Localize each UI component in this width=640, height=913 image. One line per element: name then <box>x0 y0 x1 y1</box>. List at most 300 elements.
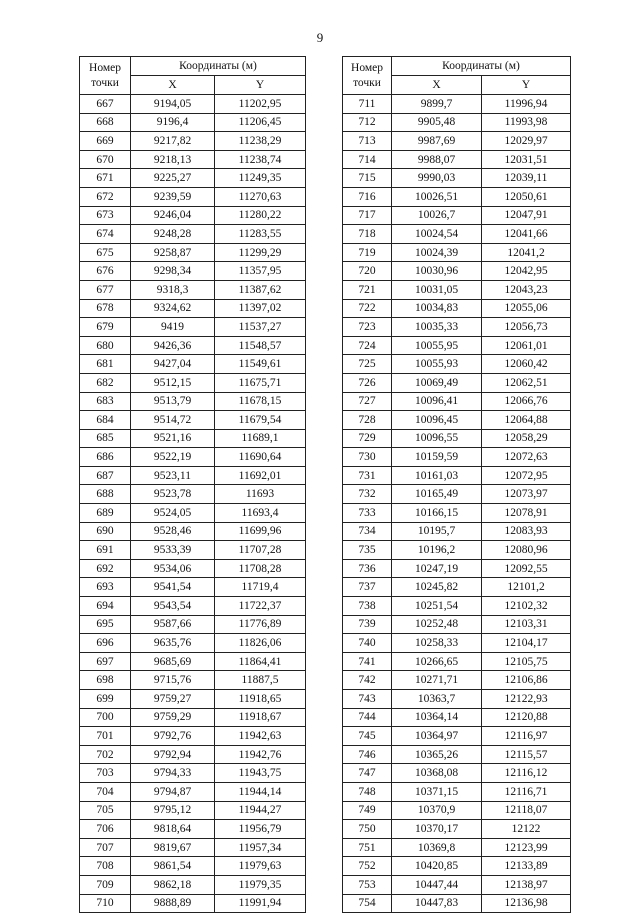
point-number-cell: 724 <box>343 336 392 355</box>
point-number-cell: 749 <box>343 801 392 820</box>
y-coordinate-cell: 11397,02 <box>215 299 306 318</box>
y-coordinate-cell: 11206,45 <box>215 113 306 132</box>
y-coordinate-cell: 11719,4 <box>215 578 306 597</box>
y-coordinate-cell: 12092,55 <box>482 559 571 578</box>
x-coordinate-cell: 10364,97 <box>392 727 482 746</box>
y-coordinate-cell: 11943,75 <box>215 764 306 783</box>
point-number-cell: 674 <box>80 225 131 244</box>
point-number-cell: 730 <box>343 448 392 467</box>
y-coordinate-cell: 12061,01 <box>482 336 571 355</box>
x-coordinate-cell: 10447,44 <box>392 875 482 894</box>
y-coordinate-cell: 11918,65 <box>215 690 306 709</box>
point-number-cell: 726 <box>343 373 392 392</box>
point-number-cell: 672 <box>80 187 131 206</box>
y-coordinate-cell: 11979,63 <box>215 857 306 876</box>
x-coordinate-cell: 10271,71 <box>392 671 482 690</box>
point-number-cell: 687 <box>80 466 131 485</box>
table-row <box>343 466 571 485</box>
y-coordinate-cell: 12102,32 <box>482 597 571 616</box>
point-number-cell: 682 <box>80 373 131 392</box>
y-coordinate-cell: 11238,29 <box>215 132 306 151</box>
table-row <box>343 875 571 894</box>
table-row <box>80 318 306 337</box>
point-number-header-line1: Номер <box>89 61 121 74</box>
x-coordinate-cell: 9512,15 <box>131 373 215 392</box>
table-row <box>80 708 306 727</box>
table-row <box>343 355 571 374</box>
x-coordinate-cell: 10364,14 <box>392 708 482 727</box>
point-number-cell: 738 <box>343 597 392 616</box>
table-row <box>343 764 571 783</box>
coordinates-header: Координаты (м) <box>131 57 306 76</box>
y-coordinate-cell: 12133,89 <box>482 857 571 876</box>
table-row <box>343 187 571 206</box>
point-number-cell: 723 <box>343 318 392 337</box>
y-coordinate-cell: 12120,88 <box>482 708 571 727</box>
point-number-cell: 725 <box>343 355 392 374</box>
point-number-cell: 732 <box>343 485 392 504</box>
y-coordinate-cell: 11693 <box>215 485 306 504</box>
point-number-cell: 705 <box>80 801 131 820</box>
point-number-cell: 731 <box>343 466 392 485</box>
y-coordinate-cell: 11537,27 <box>215 318 306 337</box>
point-number-cell: 713 <box>343 132 392 151</box>
x-coordinate-cell: 9324,62 <box>131 299 215 318</box>
table-row <box>80 299 306 318</box>
point-number-cell: 718 <box>343 225 392 244</box>
x-coordinate-cell: 9543,54 <box>131 597 215 616</box>
x-coordinate-cell: 9715,76 <box>131 671 215 690</box>
point-number-cell: 743 <box>343 690 392 709</box>
y-coordinate-cell: 12031,51 <box>482 150 571 169</box>
table-row <box>343 559 571 578</box>
point-number-cell: 715 <box>343 169 392 188</box>
table-row <box>343 671 571 690</box>
y-coordinate-cell: 11996,94 <box>482 95 571 114</box>
point-number-cell: 701 <box>80 727 131 746</box>
y-coordinate-cell: 12064,88 <box>482 411 571 430</box>
table-row <box>343 243 571 262</box>
point-number-cell: 727 <box>343 392 392 411</box>
point-number-cell: 711 <box>343 95 392 114</box>
point-number-cell: 754 <box>343 894 392 913</box>
table-row <box>343 299 571 318</box>
point-number-header <box>80 57 131 95</box>
table-row <box>80 857 306 876</box>
y-coordinate-cell: 12116,97 <box>482 727 571 746</box>
table-row <box>80 541 306 560</box>
x-coordinate-cell: 10420,85 <box>392 857 482 876</box>
table-row <box>343 373 571 392</box>
y-coordinate-cell: 11549,61 <box>215 355 306 374</box>
y-coordinate-cell: 12122,93 <box>482 690 571 709</box>
y-coordinate-cell: 12042,95 <box>482 262 571 281</box>
x-coordinate-cell: 9819,67 <box>131 838 215 857</box>
point-number-cell: 677 <box>80 280 131 299</box>
y-coordinate-cell: 12118,07 <box>482 801 571 820</box>
x-coordinate-cell: 10363,7 <box>392 690 482 709</box>
point-number-cell: 750 <box>343 820 392 839</box>
table-row <box>80 336 306 355</box>
table-row <box>343 318 571 337</box>
x-coordinate-cell: 9861,54 <box>131 857 215 876</box>
y-coordinate-cell: 12138,97 <box>482 875 571 894</box>
x-coordinate-cell: 10370,9 <box>392 801 482 820</box>
x-coordinate-cell: 10035,33 <box>392 318 482 337</box>
table-row <box>80 448 306 467</box>
x-coordinate-cell: 9218,13 <box>131 150 215 169</box>
point-number-cell: 680 <box>80 336 131 355</box>
x-coordinate-cell: 10096,45 <box>392 411 482 430</box>
y-coordinate-cell: 11357,95 <box>215 262 306 281</box>
table-row <box>343 336 571 355</box>
table-row <box>343 615 571 634</box>
point-number-cell: 670 <box>80 150 131 169</box>
x-coordinate-cell: 9635,76 <box>131 634 215 653</box>
table-row <box>343 578 571 597</box>
table-row <box>80 373 306 392</box>
table-row <box>343 132 571 151</box>
point-number-cell: 753 <box>343 875 392 894</box>
point-number-cell: 684 <box>80 411 131 430</box>
x-coordinate-cell: 9426,36 <box>131 336 215 355</box>
table-row <box>80 504 306 523</box>
point-number-cell: 704 <box>80 782 131 801</box>
x-coordinate-cell: 10447,83 <box>392 894 482 913</box>
point-number-cell: 716 <box>343 187 392 206</box>
y-column-header: Y <box>215 76 306 95</box>
x-coordinate-cell: 10245,82 <box>392 578 482 597</box>
y-coordinate-cell: 11707,28 <box>215 541 306 560</box>
y-coordinate-cell: 11270,63 <box>215 187 306 206</box>
point-number-cell: 712 <box>343 113 392 132</box>
y-coordinate-cell: 11280,22 <box>215 206 306 225</box>
x-coordinate-cell: 10165,49 <box>392 485 482 504</box>
table-row <box>343 113 571 132</box>
coordinates-header: Координаты (м) <box>392 57 571 76</box>
x-coordinate-cell: 9318,3 <box>131 280 215 299</box>
x-coordinate-cell: 9258,87 <box>131 243 215 262</box>
x-coordinate-cell: 10368,08 <box>392 764 482 783</box>
table-row <box>80 727 306 746</box>
point-number-cell: 748 <box>343 782 392 801</box>
point-number-cell: 734 <box>343 522 392 541</box>
y-coordinate-cell: 12047,91 <box>482 206 571 225</box>
y-coordinate-cell: 11238,74 <box>215 150 306 169</box>
table-row <box>343 634 571 653</box>
point-number-header-line2: точки <box>353 76 381 89</box>
x-coordinate-cell: 9685,69 <box>131 652 215 671</box>
table-row <box>80 597 306 616</box>
y-coordinate-cell: 11776,89 <box>215 615 306 634</box>
y-coordinate-cell: 12116,12 <box>482 764 571 783</box>
table-row <box>343 597 571 616</box>
y-coordinate-cell: 11993,98 <box>482 113 571 132</box>
table-row <box>343 541 571 560</box>
table-row <box>80 764 306 783</box>
x-coordinate-cell: 10195,7 <box>392 522 482 541</box>
y-coordinate-cell: 11202,95 <box>215 95 306 114</box>
x-coordinate-cell: 9427,04 <box>131 355 215 374</box>
x-coordinate-cell: 9528,46 <box>131 522 215 541</box>
y-coordinate-cell: 11991,94 <box>215 894 306 913</box>
y-coordinate-cell: 12043,23 <box>482 280 571 299</box>
x-coordinate-cell: 9533,39 <box>131 541 215 560</box>
x-coordinate-cell: 10055,95 <box>392 336 482 355</box>
point-number-cell: 751 <box>343 838 392 857</box>
point-number-cell: 729 <box>343 429 392 448</box>
x-coordinate-cell: 10026,7 <box>392 206 482 225</box>
table-row <box>343 225 571 244</box>
point-number-cell: 745 <box>343 727 392 746</box>
y-coordinate-cell: 12029,97 <box>482 132 571 151</box>
x-coordinate-cell: 9759,27 <box>131 690 215 709</box>
point-number-cell: 690 <box>80 522 131 541</box>
x-coordinate-cell: 9888,89 <box>131 894 215 913</box>
y-coordinate-cell: 11548,57 <box>215 336 306 355</box>
x-coordinate-cell: 9587,66 <box>131 615 215 634</box>
x-coordinate-cell: 9239,59 <box>131 187 215 206</box>
point-number-cell: 696 <box>80 634 131 653</box>
x-coordinate-cell: 9248,28 <box>131 225 215 244</box>
table-row <box>343 392 571 411</box>
table-row <box>343 838 571 857</box>
y-coordinate-cell: 11944,14 <box>215 782 306 801</box>
x-coordinate-cell: 9862,18 <box>131 875 215 894</box>
point-number-cell: 719 <box>343 243 392 262</box>
table-row <box>343 429 571 448</box>
x-coordinate-cell: 9217,82 <box>131 132 215 151</box>
point-number-cell: 688 <box>80 485 131 504</box>
point-number-cell: 752 <box>343 857 392 876</box>
x-coordinate-cell: 9419 <box>131 318 215 337</box>
y-coordinate-cell: 11944,27 <box>215 801 306 820</box>
point-number-cell: 737 <box>343 578 392 597</box>
table-row <box>343 690 571 709</box>
y-coordinate-cell: 11679,54 <box>215 411 306 430</box>
x-coordinate-cell: 10166,15 <box>392 504 482 523</box>
table-row <box>343 169 571 188</box>
table-row <box>80 169 306 188</box>
point-number-cell: 703 <box>80 764 131 783</box>
x-column-header: X <box>392 76 482 95</box>
y-coordinate-cell: 12055,06 <box>482 299 571 318</box>
point-number-cell: 699 <box>80 690 131 709</box>
table-row <box>80 262 306 281</box>
y-coordinate-cell: 11708,28 <box>215 559 306 578</box>
point-number-cell: 671 <box>80 169 131 188</box>
table-row <box>80 429 306 448</box>
point-number-cell: 685 <box>80 429 131 448</box>
x-coordinate-cell: 9522,19 <box>131 448 215 467</box>
y-coordinate-cell: 12056,73 <box>482 318 571 337</box>
x-coordinate-cell: 10069,49 <box>392 373 482 392</box>
y-coordinate-cell: 11299,29 <box>215 243 306 262</box>
y-coordinate-cell: 12122 <box>482 820 571 839</box>
table-row <box>343 727 571 746</box>
coordinates-table-left <box>79 56 306 913</box>
table-row <box>343 504 571 523</box>
y-coordinate-cell: 12083,93 <box>482 522 571 541</box>
table-row <box>80 615 306 634</box>
y-coordinate-cell: 12041,66 <box>482 225 571 244</box>
table-row <box>343 801 571 820</box>
table-row <box>80 206 306 225</box>
table-row <box>80 113 306 132</box>
y-coordinate-cell: 11864,41 <box>215 652 306 671</box>
table-row <box>80 559 306 578</box>
x-coordinate-cell: 10369,8 <box>392 838 482 857</box>
x-coordinate-cell: 10096,55 <box>392 429 482 448</box>
y-coordinate-cell: 12105,75 <box>482 652 571 671</box>
table-row <box>80 820 306 839</box>
y-coordinate-cell: 12123,99 <box>482 838 571 857</box>
x-coordinate-cell: 9795,12 <box>131 801 215 820</box>
table-row <box>343 448 571 467</box>
x-coordinate-cell: 9541,54 <box>131 578 215 597</box>
x-coordinate-cell: 9524,05 <box>131 504 215 523</box>
x-coordinate-cell: 10159,59 <box>392 448 482 467</box>
point-number-cell: 683 <box>80 392 131 411</box>
x-coordinate-cell: 9513,79 <box>131 392 215 411</box>
point-number-cell: 667 <box>80 95 131 114</box>
table-row <box>80 894 306 913</box>
point-number-cell: 686 <box>80 448 131 467</box>
point-number-cell: 741 <box>343 652 392 671</box>
table-row <box>343 206 571 225</box>
y-coordinate-cell: 11979,35 <box>215 875 306 894</box>
point-number-cell: 706 <box>80 820 131 839</box>
table-row <box>80 485 306 504</box>
x-coordinate-cell: 9818,64 <box>131 820 215 839</box>
y-coordinate-cell: 11249,35 <box>215 169 306 188</box>
point-number-cell: 702 <box>80 745 131 764</box>
table-row <box>80 225 306 244</box>
table-row <box>343 485 571 504</box>
y-coordinate-cell: 11699,96 <box>215 522 306 541</box>
table-row <box>80 466 306 485</box>
point-number-cell: 710 <box>80 894 131 913</box>
x-coordinate-cell: 9794,87 <box>131 782 215 801</box>
point-number-cell: 720 <box>343 262 392 281</box>
table-row <box>80 652 306 671</box>
x-coordinate-cell: 9792,76 <box>131 727 215 746</box>
y-coordinate-cell: 11887,5 <box>215 671 306 690</box>
table-row <box>80 671 306 690</box>
y-coordinate-cell: 11689,1 <box>215 429 306 448</box>
table-row <box>343 708 571 727</box>
x-coordinate-cell: 10247,19 <box>392 559 482 578</box>
point-number-cell: 733 <box>343 504 392 523</box>
x-coordinate-cell: 10055,93 <box>392 355 482 374</box>
y-coordinate-cell: 12050,61 <box>482 187 571 206</box>
point-number-cell: 698 <box>80 671 131 690</box>
coordinates-table-left-body <box>80 95 306 913</box>
y-coordinate-cell: 12058,29 <box>482 429 571 448</box>
point-number-cell: 746 <box>343 745 392 764</box>
point-number-cell: 697 <box>80 652 131 671</box>
y-coordinate-cell: 11678,15 <box>215 392 306 411</box>
point-number-cell: 721 <box>343 280 392 299</box>
y-coordinate-cell: 12078,91 <box>482 504 571 523</box>
point-number-cell: 717 <box>343 206 392 225</box>
table-row <box>80 132 306 151</box>
point-number-cell: 681 <box>80 355 131 374</box>
point-number-cell: 675 <box>80 243 131 262</box>
x-coordinate-cell: 9523,78 <box>131 485 215 504</box>
table-row <box>343 782 571 801</box>
point-number-cell: 679 <box>80 318 131 337</box>
x-coordinate-cell: 10024,54 <box>392 225 482 244</box>
x-coordinate-cell: 10266,65 <box>392 652 482 671</box>
point-number-cell: 700 <box>80 708 131 727</box>
table-row <box>343 522 571 541</box>
point-number-cell: 689 <box>80 504 131 523</box>
table-row <box>80 838 306 857</box>
y-coordinate-cell: 11692,01 <box>215 466 306 485</box>
table-row <box>80 95 306 114</box>
point-number-cell: 694 <box>80 597 131 616</box>
y-coordinate-cell: 12066,76 <box>482 392 571 411</box>
y-coordinate-cell: 11283,55 <box>215 225 306 244</box>
x-coordinate-cell: 10026,51 <box>392 187 482 206</box>
point-number-cell: 735 <box>343 541 392 560</box>
x-coordinate-cell: 10365,26 <box>392 745 482 764</box>
x-coordinate-cell: 9514,72 <box>131 411 215 430</box>
point-number-header-line1: Номер <box>351 61 383 74</box>
point-number-cell: 695 <box>80 615 131 634</box>
table-row <box>80 392 306 411</box>
y-coordinate-cell: 11693,4 <box>215 504 306 523</box>
table-row <box>80 522 306 541</box>
y-coordinate-cell: 12103,31 <box>482 615 571 634</box>
x-coordinate-cell: 9905,48 <box>392 113 482 132</box>
point-number-cell: 678 <box>80 299 131 318</box>
table-row <box>343 411 571 430</box>
x-column-header: X <box>131 76 215 95</box>
x-coordinate-cell: 9987,69 <box>392 132 482 151</box>
table-row <box>343 857 571 876</box>
y-coordinate-cell: 11942,63 <box>215 727 306 746</box>
x-coordinate-cell: 10161,03 <box>392 466 482 485</box>
table-row <box>80 875 306 894</box>
x-coordinate-cell: 9899,7 <box>392 95 482 114</box>
table-row <box>80 745 306 764</box>
y-coordinate-cell: 12072,95 <box>482 466 571 485</box>
point-number-header <box>343 57 392 95</box>
y-coordinate-cell: 12136,98 <box>482 894 571 913</box>
y-coordinate-cell: 12115,57 <box>482 745 571 764</box>
x-coordinate-cell: 9196,4 <box>131 113 215 132</box>
x-coordinate-cell: 10024,39 <box>392 243 482 262</box>
x-coordinate-cell: 9194,05 <box>131 95 215 114</box>
point-number-cell: 673 <box>80 206 131 225</box>
y-coordinate-cell: 12072,63 <box>482 448 571 467</box>
x-coordinate-cell: 10258,33 <box>392 634 482 653</box>
point-number-cell: 709 <box>80 875 131 894</box>
point-number-cell: 736 <box>343 559 392 578</box>
point-number-cell: 739 <box>343 615 392 634</box>
table-row <box>80 801 306 820</box>
y-coordinate-cell: 12041,2 <box>482 243 571 262</box>
x-coordinate-cell: 9534,06 <box>131 559 215 578</box>
point-number-cell: 708 <box>80 857 131 876</box>
y-coordinate-cell: 12039,11 <box>482 169 571 188</box>
point-number-cell: 693 <box>80 578 131 597</box>
point-number-cell: 692 <box>80 559 131 578</box>
table-row <box>80 782 306 801</box>
table-row <box>80 578 306 597</box>
